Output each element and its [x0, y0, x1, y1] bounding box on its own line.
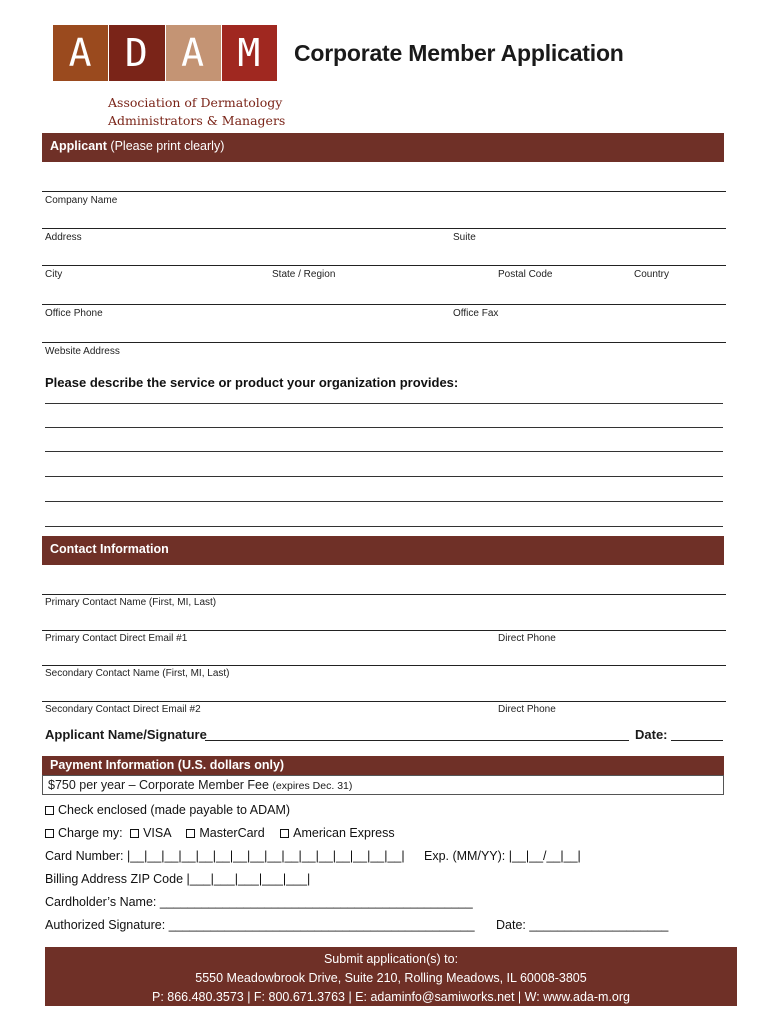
- applicant-signature-label: Applicant Name/Signature: [45, 727, 207, 742]
- primary-email-line[interactable]: [42, 630, 726, 631]
- fee-expiry-note: (expires Dec. 31): [272, 780, 353, 792]
- payment-section-header: Payment Information (U.S. dollars only): [42, 756, 724, 775]
- logo-tile-a2: A: [166, 25, 221, 81]
- state-label: State / Region: [272, 269, 336, 280]
- website-label: Website Address: [45, 346, 120, 357]
- check-enclosed-checkbox[interactable]: [45, 806, 54, 815]
- expiration-field[interactable]: Exp. (MM/YY): |__|__/__|__|: [424, 849, 581, 863]
- suite-label: Suite: [453, 232, 476, 243]
- postal-code-label: Postal Code: [498, 269, 553, 280]
- service-description-line[interactable]: [45, 476, 723, 477]
- charge-row: [45, 826, 395, 840]
- primary-contact-name-label: Primary Contact Name (First, MI, Last): [45, 597, 217, 608]
- visa-label: VISA: [143, 826, 171, 840]
- service-description-line[interactable]: [45, 526, 723, 527]
- applicant-signature-field[interactable]: [205, 740, 629, 741]
- logo-tile-a: A: [53, 25, 108, 81]
- charge-checkbox[interactable]: [45, 829, 54, 838]
- logo-tile-d: D: [109, 25, 164, 81]
- service-description-line[interactable]: [45, 451, 723, 452]
- primary-phone-label: Direct Phone: [498, 633, 556, 644]
- mastercard-checkbox[interactable]: [186, 829, 195, 838]
- service-description-line[interactable]: [45, 501, 723, 502]
- city-label: City: [45, 269, 63, 280]
- primary-email-label: Primary Contact Direct Email #1: [45, 633, 188, 644]
- amex-label: American Express: [293, 826, 395, 840]
- authorized-signature-field[interactable]: Authorized Signature: ____________________________________________: [45, 918, 475, 932]
- secondary-contact-name-label: Secondary Contact Name (First, MI, Last): [45, 668, 230, 679]
- adam-logo: [53, 25, 277, 81]
- applicant-signature-row: [45, 727, 723, 745]
- service-description-line[interactable]: [45, 403, 723, 404]
- amex-checkbox[interactable]: [280, 829, 289, 838]
- visa-checkbox[interactable]: [130, 829, 139, 838]
- applicant-note: (Please print clearly): [106, 139, 225, 153]
- footer-contact-info: P: 866.480.3573 | F: 800.671.3763 | E: adaminfo@samiworks.net | W: www.ada-m.org: [151, 990, 630, 1004]
- logo-tile-m: M: [222, 25, 277, 81]
- footer-address: 5550 Meadowbrook Drive, Suite 210, Rolling Meadows, IL 60008-3805: [195, 971, 587, 985]
- signature-date-label: Date:: [635, 727, 668, 742]
- company-name-label: Company Name: [45, 195, 118, 206]
- contact-section-header: Contact Information: [42, 536, 724, 565]
- secondary-email-line[interactable]: [42, 701, 726, 702]
- fee-box: [42, 775, 724, 795]
- cardholder-name-field[interactable]: Cardholder’s Name: _____________________________________________: [45, 895, 473, 909]
- page-title: Corporate Member Application: [294, 40, 624, 66]
- mastercard-label: MasterCard: [199, 826, 265, 840]
- footer-submit-label: Submit application(s) to:: [323, 952, 459, 966]
- secondary-phone-label: Direct Phone: [498, 704, 556, 715]
- fee-text: $750 per year – Corporate Member Fee: [48, 778, 273, 792]
- company-name-line[interactable]: [42, 191, 726, 192]
- office-phone-label: Office Phone: [45, 308, 103, 319]
- office-phone-line[interactable]: [42, 304, 726, 305]
- signature-date-field[interactable]: [671, 740, 723, 741]
- service-description-line[interactable]: [45, 427, 723, 428]
- submission-footer: [45, 947, 737, 1006]
- org-name-line1: Association of Dermatology: [108, 95, 283, 110]
- authorized-date-field[interactable]: Date: ____________________: [496, 918, 669, 932]
- office-fax-label: Office Fax: [453, 308, 499, 319]
- address-line[interactable]: [42, 228, 726, 229]
- billing-zip-field[interactable]: Billing Address ZIP Code |___|___|___|___|___|: [45, 872, 311, 886]
- secondary-contact-name-line[interactable]: [42, 665, 726, 666]
- secondary-email-label: Secondary Contact Direct Email #2: [45, 704, 201, 715]
- organization-name: [108, 94, 328, 130]
- card-number-field[interactable]: Card Number: |__|__|__|__|__|__|__|__|__|__|__|__|__|__|__|__|: [45, 849, 405, 863]
- applicant-section-header: [42, 133, 724, 162]
- address-label: Address: [45, 232, 82, 243]
- check-enclosed-row: [45, 803, 290, 817]
- country-label: Country: [634, 269, 670, 280]
- charge-label: Charge my:: [58, 826, 123, 840]
- website-line[interactable]: [42, 342, 726, 343]
- city-line[interactable]: [42, 265, 726, 266]
- primary-contact-name-line[interactable]: [42, 594, 726, 595]
- check-enclosed-label: Check enclosed (made payable to ADAM): [58, 803, 291, 817]
- org-name-line2: Administrators & Managers: [108, 113, 286, 128]
- applicant-heading: Applicant: [50, 139, 107, 153]
- service-description-prompt: Please describe the service or product your organization provides:: [45, 375, 459, 390]
